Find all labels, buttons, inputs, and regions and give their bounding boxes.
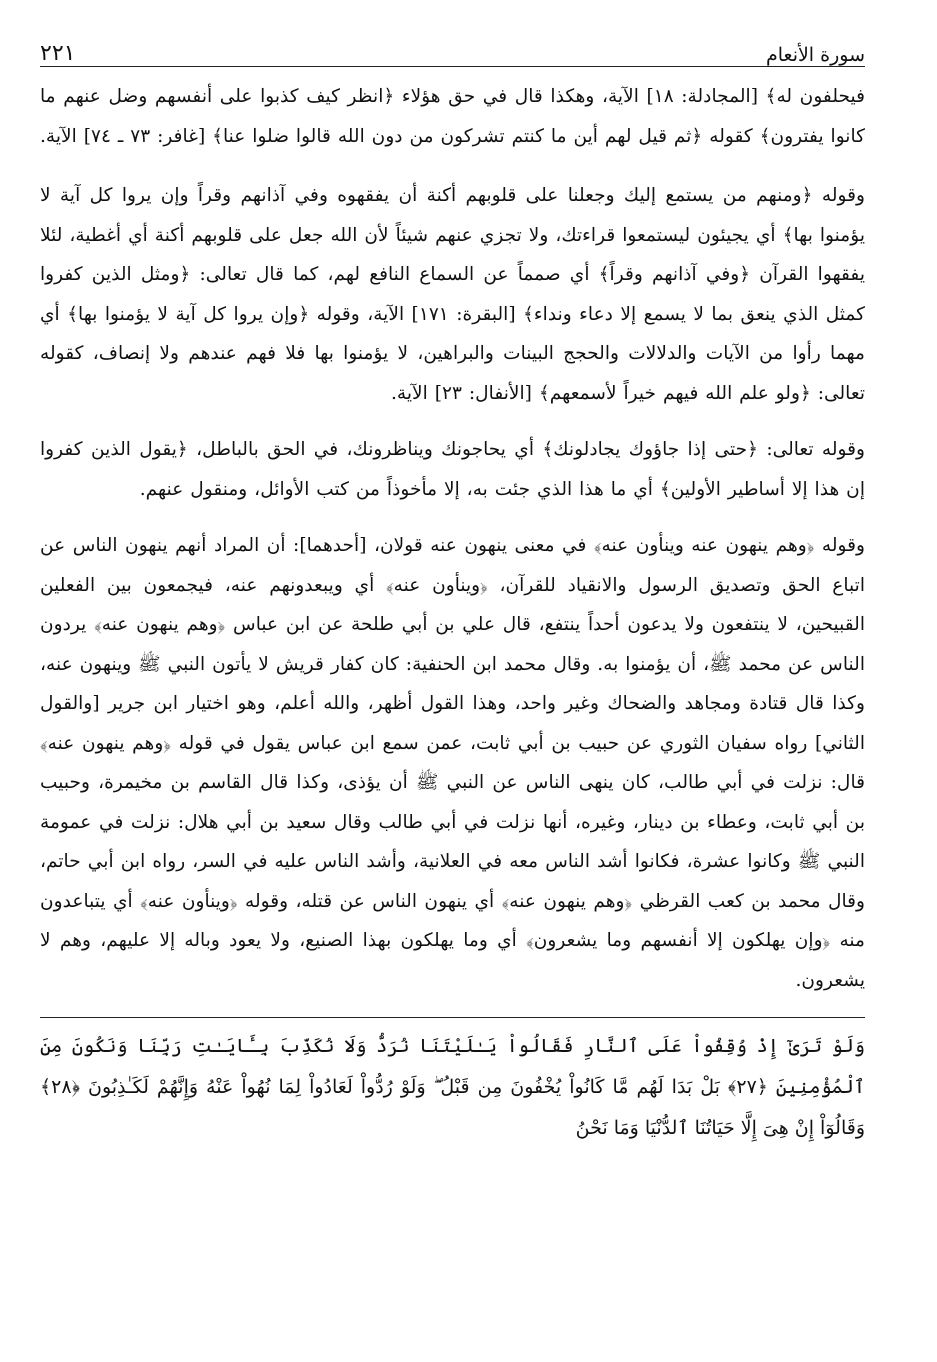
paragraph-3: وقوله تعالى: ﴿حتى إذا جاؤوك يجادلونك﴾ أي يحاجونك ويناظرونك، في الحق بالباطل، ﴿يقول الذين كفروا إن هذا إلا أساطير الأولين﴾ أي ما هذا الذي جئت به، إلا مأخوذاً من كتب الأوائل، ومنقول عنهم. [40,439,865,500]
paragraph-4: وقوله ﴿وهم ينهون عنه وينأون عنه﴾ في معنى ينهون عنه قولان، [أحدهما]: أن المراد أنهم ينهون الناس عن اتباع الحق وتصديق الرسول والانقياد للقرآن، ﴿وينأون عنه﴾ أي ويبعدونهم عنه، فيجمعون بين الفعلين القبيحين، لا ينتفعون ولا يدعون أحداً ينتفع، قال علي بن أبي طلحة عن ابن عباس ﴿وهم ينهون عنه﴾ يردون الناس عن محمد ﷺ، أن يؤمنوا به. وقال محمد ابن الحنفية: كان كفار قريش لا يأتون النبي ﷺ وينهون عنه، وكذا قال قتادة ومجاهد والضحاك وغير واحد، وهذا القول أظهر، والله أعلم، وهو اختيار ابن جرير [والقول الثاني] رواه سفيان الثوري عن حبيب بن أبي ثابت، عمن سمع ابن عباس يقول في قوله ﴿وهم ينهون عنه﴾ قال: نزلت في أبي طالب، كان ينهى الناس عن النبي ﷺ أن يؤذى، وكذا قال القاسم بن مخيمرة، وحبيب بن أبي ثابت، وعطاء بن دينار، وغيره، أنها نزلت في أبي طالب وقال سعيد بن أبي هلال: نزلت في عمومة النبي ﷺ وكانوا عشرة، فكانوا أشد الناس معه في العلانية، وأشد الناس عليه في السر، رواه ابن أبي حاتم، وقال محمد بن كعب القرظي ﴿وهم ينهون عنه﴾ أي ينهون الناس عن قتله، وقوله ﴿وينأون عنه﴾ أي يتباعدون منه ﴿وإن يهلكون إلا أنفسهم وما يشعرون﴾ أي وما يهلكون بهذا الصنيع، ولا يعود وباله إلا عليهم، وهم لا يشعرون. [40,535,865,991]
page-number: ٢٢١ [40,41,76,66]
running-title: سورة الأنعام [765,44,865,66]
quran-verses: وَلَوْ تَرَىٰٓ إِذْ وُقِفُواْ عَلَى ٱلنَّارِ فَقَالُواْ يَـٰلَيْتَنَا نُرَدُّ وَلَا نُكَذِّبَ بِـَٔايَـٰتِ رَبِّنَا وَنَكُونَ مِنَ ٱلْمُؤْمِنِينَ ﴿٢٧﴾ بَلْ بَدَا لَهُم مَّا كَانُواْ يُخْفُونَ مِن قَبْلُ ۖ وَلَوْ رُدُّواْ لَعَادُواْ لِمَا نُهُواْ عَنْهُ وَإِنَّهُمْ لَكَـٰذِبُونَ ﴿٢٨﴾ وَقَالُوٓاْ إِنْ هِىَ إِلَّا حَيَاتُنَا ٱلدُّنْيَا وَمَا نَحْنُ [40,1035,865,1139]
paragraph-2: وقوله ﴿ومنهم من يستمع إليك وجعلنا على قلوبهم أكنة أن يفقهوه وفي آذانهم وقراً وإن يروا كل آية لا يؤمنوا بها﴾ أي يجيئون ليستمعوا قراءتك، ولا تجزي عنهم شيئاً لأن الله جعل على قلوبهم أكنة أي أغطية، لئلا يفقهوا القرآن ﴿وفي آذانهم وقراً﴾ أي صمماً عن السماع النافع لهم، كما قال تعالى: ﴿ومثل الذين كفروا كمثل الذي ينعق بما لا يسمع إلا دعاء ونداء﴾ [البقرة: ١٧١] الآية، وقوله ﴿وإن يروا كل آية لا يؤمنوا بها﴾ أي مهما رأوا من الآيات والدلالات والحجج البينات والبراهين، لا يؤمنوا بها فلا فهم عندهم ولا إنصاف، كقوله تعالى: ﴿ولو علم الله فيهم خيراً لأسمعهم﴾ [الأنفال: ٢٣] الآية. [40,185,866,404]
paragraph-1: فيحلفون له﴾ [المجادلة: ١٨] الآية، وهكذا قال في حق هؤلاء ﴿انظر كيف كذبوا على أنفسهم وضل عنهم ما كانوا يفترون﴾ كقوله ﴿ثم قيل لهم أين ما كنتم تشركون من دون الله قالوا ضلوا عنا﴾ [غافر: ٧٣ ـ ٧٤] الآية. [39,86,865,147]
quran-divider [40,1017,865,1018]
page-body [40,77,865,1000]
page-header [40,22,865,67]
